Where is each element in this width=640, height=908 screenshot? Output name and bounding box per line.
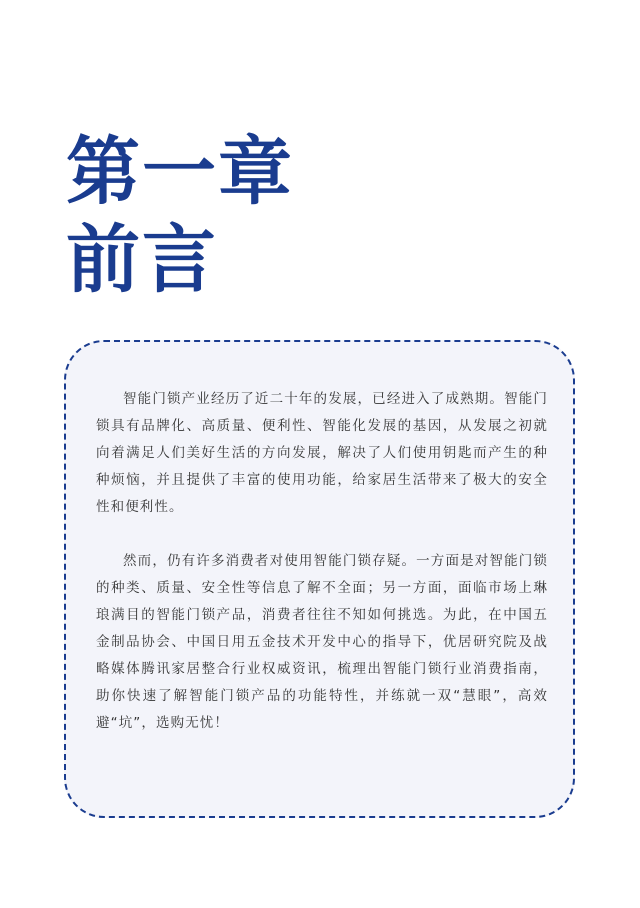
- intro-text: [96, 386, 548, 737]
- intro-paragraph-1: 智能门锁产业经历了近二十年的发展，已经进入了成熟期。智能门锁具有品牌化、高质量、便利性、智能化发展的基因，从发展之初就向着满足人们美好生活的方向发展，解决了人们使用钥匙而产生的种种烦恼，并且提供了丰富的使用功能，给家居生活带来了极大的安全性和便利性。: [96, 391, 548, 515]
- intro-paragraph-2: 然而，仍有许多消费者对使用智能门锁存疑。一方面是对智能门锁的种类、质量、安全性等信息了解不全面；另一方面，面临市场上琳琅满目的智能门锁产品，消费者往往不知如何挑选。为此，在中国五金制品协会、中国日用五金技术开发中心的指导下，优居研究院及战略媒体腾讯家居整合行业权威资讯，梳理出智能门锁行业消费指南，助你快速了解智能门锁产品的功能特性，并练就一双“慧眼”，高效避“坑”，选购无忧！: [96, 553, 548, 731]
- chapter-title: 前言: [66, 217, 218, 303]
- chapter-number: 第一章: [66, 129, 294, 215]
- intro-card: [64, 340, 575, 818]
- chapter-heading: [66, 128, 294, 304]
